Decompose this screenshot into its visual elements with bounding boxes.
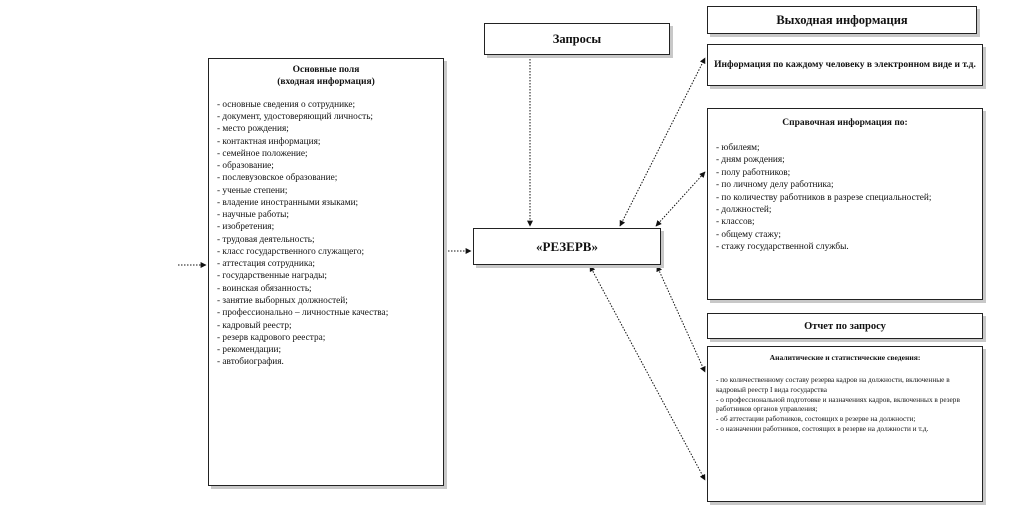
- queries-box: [484, 23, 670, 55]
- input-field-item: - документ, удостоверяющий личность;: [217, 112, 374, 123]
- query-report-label: Отчет по запросу: [804, 320, 886, 332]
- reference-info-list: [716, 142, 974, 254]
- input-field-item: - ученые степени;: [217, 185, 288, 196]
- input-field-item: - государственные награды;: [217, 271, 328, 282]
- input-fields-title: Основные поля (входная информация): [277, 65, 375, 87]
- reference-info-item: - по личному делу работника;: [716, 180, 834, 191]
- input-field-item: - занятие выборных должностей;: [217, 296, 348, 306]
- reference-info-item: - общему стажу;: [716, 229, 781, 240]
- analytic-info-list: [716, 375, 974, 433]
- input-field-item: - аттестация сотрудника;: [217, 259, 315, 270]
- analytic-info-item: - об аттестации работников, состоящих в резерве на должности;: [716, 413, 916, 423]
- input-fields-list: [217, 99, 435, 369]
- reference-info-item: - по количеству работников в разрезе специальностей;: [716, 192, 932, 203]
- person-info-label: Информация по каждому человеку в электронном виде и т.д.: [714, 59, 976, 70]
- reference-info-box: [707, 108, 983, 300]
- input-field-item: - владение иностранными языками;: [217, 197, 359, 208]
- queries-label: Запросы: [552, 31, 602, 46]
- reserve-analytic-arrow: [657, 266, 705, 372]
- input-field-item: - трудовая деятельность;: [217, 234, 315, 245]
- reserve-reference-arrow: [656, 172, 705, 226]
- person-info-box: [707, 44, 983, 86]
- query-report-box: [707, 313, 983, 339]
- reference-info-item: - должностей;: [716, 204, 772, 215]
- reserve-person-arrow: [620, 58, 705, 226]
- input-field-item: - рекомендации;: [217, 345, 282, 356]
- input-field-item: - контактная информация;: [217, 136, 321, 147]
- input-field-item: - класс государственного служащего;: [217, 246, 365, 257]
- output-info-box: [707, 6, 977, 34]
- analytic-info-title: Аналитические и статистические сведения:: [769, 353, 921, 362]
- output-info-label: Выходная информация: [776, 12, 908, 27]
- analytic-info-item: - о назначении работников, состоящих в резерве на должности и т.д.: [716, 423, 929, 433]
- input-field-item: - автобиография.: [217, 357, 284, 368]
- input-field-item: - основные сведения о сотруднике;: [217, 99, 356, 110]
- input-field-item: - послевузовское образование;: [217, 173, 338, 184]
- input-fields-box: [208, 58, 444, 486]
- reserve-box: [473, 228, 661, 265]
- reference-info-item: - классов;: [716, 217, 755, 228]
- reference-info-item: - стажу государственной службы.: [716, 242, 849, 253]
- input-field-item: - место рождения;: [217, 124, 289, 135]
- input-field-item: - семейное положение;: [217, 148, 308, 159]
- reserve-label: «РЕЗЕРВ»: [536, 238, 598, 254]
- input-field-item: - образование;: [217, 161, 274, 172]
- reserve-analytic-lower-arrow: [590, 266, 705, 480]
- reference-info-title: Справочная информация по:: [782, 118, 908, 128]
- input-field-item: - профессионально – личностные качества;: [217, 308, 389, 319]
- reference-info-item: - дням рождения;: [716, 155, 785, 166]
- reference-info-item: - юбилеям;: [716, 142, 760, 153]
- analytic-info-item: - о профессиональной подготовке и назначениях кадров, включенных в резерв работников органов управления;: [716, 394, 960, 414]
- analytic-info-item: - по количественному составу резерва кадров на должности, включенные в кадровый реестр I вида государства: [716, 375, 950, 394]
- input-field-item: - научные работы;: [217, 210, 289, 221]
- analytic-info-box: [707, 346, 983, 502]
- input-field-item: - изобретения;: [217, 222, 275, 233]
- input-field-item: - резерв кадрового реестра;: [217, 332, 326, 343]
- input-field-item: - кадровый реестр;: [217, 320, 292, 331]
- input-field-item: - воинская обязанность;: [217, 283, 312, 294]
- reference-info-item: - полу работников;: [716, 167, 791, 178]
